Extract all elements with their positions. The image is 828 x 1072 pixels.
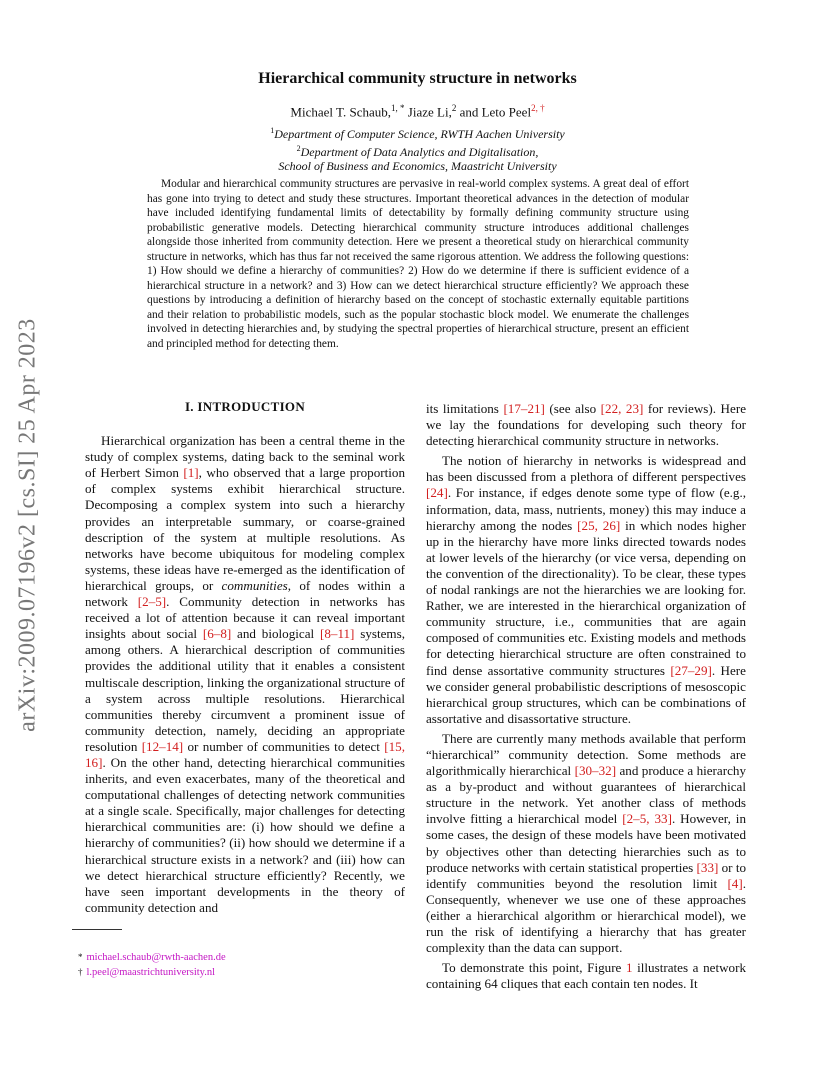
citation-link[interactable]: [12–14] <box>141 738 184 754</box>
abstract: Modular and hierarchical community structures are pervasive in real-world complex systems. A great deal of effort has gone into trying to detect and study these structures. Important theoretical advances in the detection of modular have included identifying fundamental limits of detectability by formally defining community structure using probabilistic generative models. Detecting hierarchical community structure introduces additional challenges alongside those inherited from community detection. Here we present a theoretical study on hierarchical community structure in networks, which has thus far not received the same rigorous attention. We address the following questions: 1) How should we define a hierarchy of communities? 2) How do we determine if there is sufficient evidence of a hierarchical structure in a network? and 3) How can we detect hierarchical structure efficiently? We approach these questions by introducing a definition of hierarchy based on the concept of stochastic externally equitable partitions and their relation to probabilistic models, such as the popular stochastic block model. We enumerate the challenges involved in detecting hierarchies and, by studying the spectral properties of hierarchical structure, present an efficient and principled method for detecting them. <box>147 178 689 350</box>
citation-link[interactable]: [15, 16] <box>85 738 405 770</box>
author-list <box>90 103 745 120</box>
paper-title: Hierarchical community structure in networks <box>258 70 577 87</box>
left-column <box>85 399 405 916</box>
author-schaub: Michael T. Schaub, <box>290 104 392 120</box>
citation-link[interactable]: [2–5, 33] <box>622 811 672 827</box>
affiliation-2-mark: 2 <box>296 143 301 153</box>
footnotes <box>78 950 226 980</box>
citation-link[interactable]: [25, 26] <box>577 517 621 533</box>
footnote-1-mark: * <box>78 952 83 962</box>
intro-paragraph-1: Hierarchical organization has been a central theme in the study of complex systems, dating back to the seminal work of Herbert Simon [1], who observed that a large proportion of complex systems exhibit hierarchical structure. Decomposing a complex system into such a hierarchy provides an interpretable summary, or coarse-grained description of the system at multiple resolutions. As networks have become ubiquitous for modeling complex systems, these ideas have re-emerged as the identification of hierarchical groups, or communities, of nodes within a network [2–5]. Community detection in networks has received a lot of attention because it can reveal important insights about social [6–8] and biological [8–11] systems, among others. A hierarchical description of communities provides the additional utility that it enables a consistent multiscale description, linking the organizational structure of a system across multiple resolutions. Hierarchical communities thereby circumvent a prominent issue of community detection, namely, deciding an appropriate resolution [12–14] or number of communities to detect [15, 16]. On the other hand, detecting hierarchical communities inherits, and even exacerbates, many of the theoretical and computational challenges of detecting network communities at a single scale. Specifically, major challenges for detecting hierarchical communities are: (i) how should we define a hierarchy of communities? (ii) how should we determine if a hierarchical structure exists in a network? and (iii) how can we detect hierarchical structure efficiently? Recently, we have seen important developments in the theory of community detection and <box>85 433 405 915</box>
citation-link[interactable]: [30–32] <box>574 763 617 779</box>
author-peel: and Leto Peel <box>459 104 532 120</box>
citation-link[interactable]: [22, 23] <box>600 401 644 416</box>
email-link-schaub[interactable]: michael.schaub@rwth-aachen.de <box>86 952 226 963</box>
intro-paragraph-2: The notion of hierarchy in networks is widespread and has been discussed from a plethora of different perspectives [24]. For instance, if edges denote some type of flow (e.g., information, data, mass, nutrients, money) this may induce a hierarchy among the nodes [25, 26] in which nodes higher up in the hierarchy have more links directed towards nodes at lower levels of the hierarchy (or vice versa, depending on the convention of the directionality). To be clear, these types of nodal rankings are not the hierarchies we are looking for. Rather, we are interested in the hierarchical organization of community structure, i.e., communities that are again composed of communities etc. Existing models and methods for detecting hierarchical structure are often constrained to find dense assortative community structures [27–29]. Here we consider general probabilistic descriptions of mesoscopic hierarchical group structures, which can be combinations of assortative and disassortative structure. <box>426 453 746 726</box>
intro-paragraph-4: To demonstrate this point, Figure 1 illustrates a network containing 64 cliques that each contain ten nodes. It <box>426 960 746 992</box>
citation-link[interactable]: [24] <box>426 485 448 501</box>
footnote-1 <box>78 950 226 965</box>
affiliation-1-text: Department of Computer Science, RWTH Aachen University <box>274 127 565 141</box>
affiliation-2 <box>90 142 745 160</box>
arxiv-stamp-text: arXiv:2009.07196v2 [cs.SI] 25 Apr 2023 <box>14 318 41 732</box>
right-column <box>426 401 746 992</box>
footnote-2-mark: † <box>78 967 83 977</box>
author-li: Jiaze Li, <box>407 104 452 120</box>
emphasis-communities: communities <box>221 577 288 593</box>
affiliations <box>90 124 745 174</box>
citation-link[interactable]: [8–11] <box>319 626 355 642</box>
affiliation-2-line1: Department of Data Analytics and Digitalisation, <box>300 144 539 159</box>
citation-link[interactable]: [33] <box>696 859 719 875</box>
footnote-2 <box>78 965 226 980</box>
intro-paragraph-1-cont: its limitations [17–21] (see also [22, 23] for reviews). Here we lay the foundations for developing such theory for detecting hierarchical community structure in networks. <box>426 401 747 449</box>
author-li-affil: 2 <box>451 103 457 113</box>
citation-link[interactable]: [4] <box>727 875 743 891</box>
author-peel-affil: 2, † <box>531 103 545 113</box>
citation-link[interactable]: [6–8] <box>202 626 232 642</box>
citation-link[interactable]: [2–5] <box>137 594 167 610</box>
section-heading: I. INTRODUCTION <box>184 399 306 414</box>
email-link-peel[interactable]: l.peel@maastrichtuniversity.nl <box>86 967 216 978</box>
intro-paragraph-3: There are currently many methods available that perform “hierarchical” community detection. Some methods are algorithmically hierarchical [30–32] and produce a hierarchy as a by-product and without guarantees of hierarchical structure in the network. Yet another class of methods involve fitting a hierarchical model [2–5, 33]. However, in some cases, the design of these models have been motivated by objectives other than detecting hierarchies such as to produce networks with certain statistical properties [33] or to identify communities beyond the resolution limit [4]. Consequently, whenever we use one of these approaches (either a hierarchical algorithm or hierarchical model), we run the risk of identifying a hierarchy that has greater complexity than the data can support. <box>426 730 746 956</box>
affiliation-1-mark: 1 <box>270 126 275 135</box>
citation-link[interactable]: [17–21] <box>503 401 545 416</box>
author-schaub-affil: 1, * <box>391 103 405 113</box>
affiliation-2-line2: School of Business and Economics, Maastricht University <box>278 159 557 173</box>
footnote-rule <box>72 929 122 930</box>
citation-link[interactable]: [27–29] <box>670 662 712 678</box>
figure-link[interactable]: 1 <box>625 960 633 976</box>
citation-link[interactable]: [1] <box>183 465 199 481</box>
arxiv-stamp <box>2 290 54 760</box>
affiliation-1 <box>90 124 745 142</box>
